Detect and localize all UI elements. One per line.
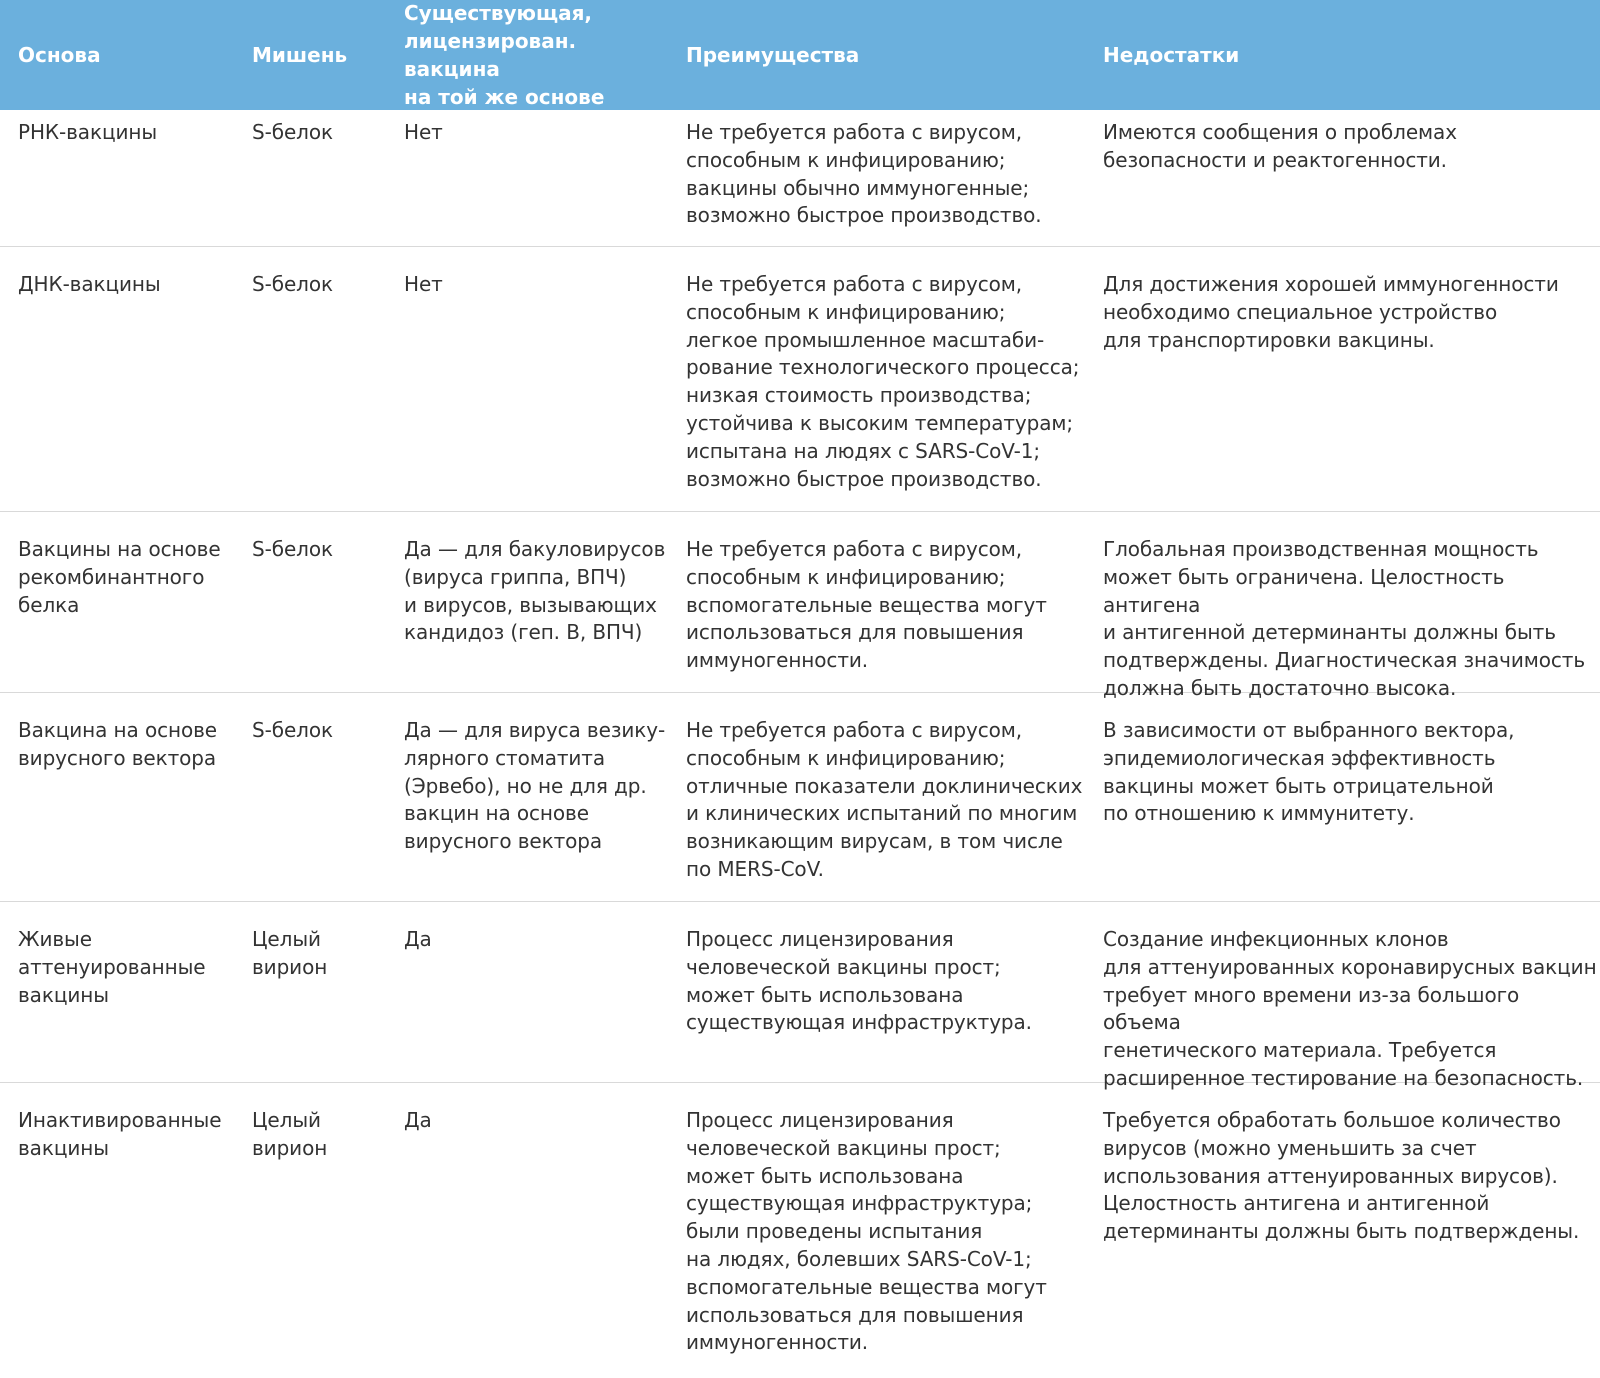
- cell-existing: Да — для вируса везику- лярного стоматита (Эрвебо), но не для др. вакцин на основе вирусного вектора: [404, 718, 666, 854]
- cell-existing: Да: [404, 1108, 432, 1132]
- table-row: [0, 693, 1600, 902]
- table-row: [0, 512, 1600, 700]
- table-row: [0, 247, 1600, 512]
- cell-existing: Нет: [404, 120, 443, 144]
- cell-disadvantages: Требуется обработать большое количество вирусов (можно уменьшить за счет использования аттенуированных вирусов). Целостность антигена и антигенной детерминанты должны быть подтверждены.: [1103, 1108, 1580, 1244]
- cell-existing: Да: [404, 927, 432, 951]
- cell-existing: Нет: [404, 272, 443, 296]
- cell-basis: Живые аттенуированные вакцины: [18, 927, 206, 1007]
- cell-disadvantages: Глобальная производственная мощность может быть ограничена. Целостность антигена и антигенной детерминанты должны быть подтверждены. Диагностическая значимость должна быть достаточно высока.: [1103, 537, 1586, 700]
- cell-basis: ДНК-вакцины: [18, 272, 161, 296]
- cell-advantages: Не требуется работа с вирусом, способным к инфицированию; отличные показатели доклинических и клинических испытаний по многим возникающим вирусам, в том числе по MERS-CoV.: [686, 718, 1083, 881]
- cell-basis: РНК-вакцины: [18, 120, 158, 144]
- cell-target: Целый вирион: [252, 927, 328, 979]
- table-row: [0, 110, 1600, 247]
- cell-advantages: Процесс лицензирования человеческой вакцины прост; может быть использована существующая инфраструктура; были проведены испытания на людях, болевших SARS-CoV-1; вспомогательные вещества могут использоваться для повышения иммуногенности.: [686, 1108, 1047, 1355]
- cell-disadvantages: В зависимости от выбранного вектора, эпидемиологическая эффективность вакцины может быть отрицательной по отношению к иммунитету.: [1103, 718, 1515, 826]
- cell-basis: Инактивированные вакцины: [18, 1108, 222, 1160]
- cell-disadvantages: Имеются сообщения о проблемах безопасности и реактогенности.: [1103, 120, 1457, 172]
- cell-existing: Да — для бакуловирусов (вируса гриппа, ВПЧ) и вирусов, вызывающих кандидоз (геп. В, ВПЧ): [404, 537, 666, 645]
- table-row: [0, 902, 1600, 1090]
- header-advantages: Преимущества: [686, 43, 860, 67]
- table-header: [0, 0, 1600, 110]
- header-target: Мишень: [252, 43, 348, 67]
- cell-target: S-белок: [252, 272, 333, 296]
- cell-disadvantages: Для достижения хорошей иммуногенности необходимо специальное устройство для транспортировки вакцины.: [1103, 272, 1559, 352]
- cell-advantages: Не требуется работа с вирусом, способным к инфицированию; легкое промышленное масштаби- рование технологического процесса; низкая стоимость производства; устойчива к высоким температурам; испытана на людях с SARS-CoV-1; возможно быстрое производство.: [686, 272, 1080, 491]
- cell-target: S-белок: [252, 120, 333, 144]
- cell-advantages: Не требуется работа с вирусом, способным к инфицированию; вспомогательные вещества могут использоваться для повышения иммуногенности.: [686, 537, 1047, 673]
- cell-basis: Вакцина на основе вирусного вектора: [18, 718, 217, 770]
- cell-basis: Вакцины на основе рекомбинантного белка: [18, 537, 221, 617]
- cell-target: S-белок: [252, 718, 333, 742]
- cell-disadvantages: Создание инфекционных клонов для аттенуированных коронавирусных вакцин требует много времени из-за большого объема генетического материала. Требуется расширенное тестирование на безопасность.: [1103, 927, 1597, 1090]
- header-basis: Основа: [18, 43, 101, 67]
- cell-target: Целый вирион: [252, 1108, 328, 1160]
- table-row: [0, 1083, 1600, 1377]
- cell-advantages: Процесс лицензирования человеческой вакцины прост; может быть использована существующая инфраструктура.: [686, 927, 1032, 1035]
- cell-advantages: Не требуется работа с вирусом, способным к инфицированию; вакцины обычно иммуногенные; возможно быстрое производство.: [686, 120, 1042, 228]
- header-existing-vaccine: Существующая, лицензирован. вакцина на той же основе: [404, 1, 605, 109]
- cell-target: S-белок: [252, 537, 333, 561]
- header-disadvantages: Недостатки: [1103, 43, 1240, 67]
